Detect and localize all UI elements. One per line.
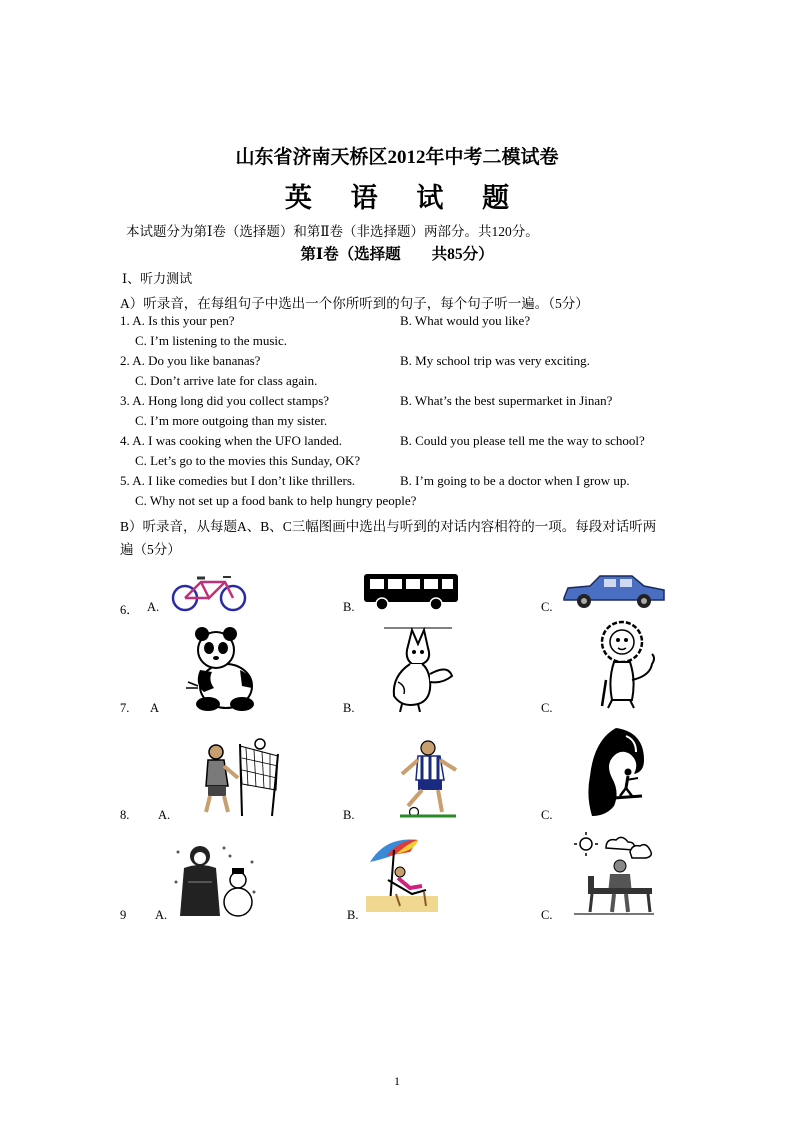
q2-option-b: B. My school trip was very exciting. bbox=[400, 353, 590, 368]
q3-option-b: B. What’s the best supermarket in Jinan? bbox=[400, 393, 613, 408]
bicycle-icon bbox=[167, 574, 251, 612]
q4-option-c: C. Let’s go to the movies this Sunday, OK? bbox=[135, 453, 361, 468]
fox-icon bbox=[382, 624, 454, 712]
q7-label-c: C. bbox=[541, 701, 553, 715]
q3-option-c: C. I’m more outgoing than my sister. bbox=[135, 413, 328, 428]
part-a-instruction: A）听录音，在每组句子中选出一个你所听到的句子，每个句子听一遍。（5分） bbox=[120, 296, 589, 311]
exam-subject: 英 语 试 题 bbox=[284, 183, 526, 213]
beach-umbrella-icon bbox=[366, 836, 438, 912]
q8-label-c: C. bbox=[541, 808, 553, 822]
car-icon bbox=[560, 570, 668, 612]
q2-option-c: C. Don’t arrive late for class again. bbox=[135, 373, 318, 388]
q7-label-b: B. bbox=[343, 701, 355, 715]
snowman-icon bbox=[174, 842, 258, 920]
page-number: 1 bbox=[394, 1074, 400, 1088]
part-b-instruction-line1: B）听录音，从每题A、B、C三幅图画中选出与听到的对话内容相符的一项。每段对话听两 bbox=[120, 519, 657, 534]
q2-option-a: 2. A. Do you like bananas? bbox=[120, 353, 261, 368]
surfer-icon bbox=[586, 726, 648, 818]
q4-option-a: 4. A. I was cooking when the UFO landed. bbox=[120, 433, 343, 448]
lion-icon bbox=[590, 620, 660, 710]
q1-option-b: B. What would you like? bbox=[400, 313, 531, 328]
q6-label-c: C. bbox=[541, 600, 553, 614]
q3-option-a: 3. A. Hong long did you collect stamps? bbox=[120, 393, 330, 408]
exam-title: 山东省济南天桥区2012年中考二模试卷 bbox=[235, 147, 559, 168]
q9-number: 9 bbox=[120, 908, 127, 922]
q1-option-c: C. I’m listening to the music. bbox=[135, 333, 288, 348]
q9-label-b: B. bbox=[347, 908, 359, 922]
q6-label-a: A. bbox=[147, 600, 160, 614]
q6-label-b: B. bbox=[343, 600, 355, 614]
q1-option-a: 1. A. Is this your pen? bbox=[120, 313, 235, 328]
q7-label-a: A bbox=[150, 701, 160, 715]
weather-bench-icon bbox=[574, 832, 654, 918]
part-b-instruction-line2: 遍（5分） bbox=[120, 542, 181, 557]
q7-number: 7. bbox=[120, 701, 130, 715]
q5-option-a: 5. A. I like comedies but I don’t like thrillers. bbox=[120, 473, 356, 488]
q9-label-c: C. bbox=[541, 908, 553, 922]
q8-label-a: A. bbox=[158, 808, 171, 822]
q4-option-b: B. Could you please tell me the way to school? bbox=[400, 433, 645, 448]
bus-icon bbox=[362, 572, 460, 612]
q8-label-b: B. bbox=[343, 808, 355, 822]
part-one-heading: 第Ⅰ卷（选择题 共85分） bbox=[300, 246, 494, 263]
section-listening-title: Ⅰ、听力测试 bbox=[122, 271, 193, 286]
q5-option-c: C. Why not set up a food bank to help hungry people? bbox=[135, 493, 417, 508]
exam-intro: 本试题分为第Ⅰ卷（选择题）和第Ⅱ卷（非选择题）两部分。共120分。 bbox=[126, 224, 539, 239]
q8-number: 8. bbox=[120, 808, 130, 822]
q5-option-b: B. I’m going to be a doctor when I grow up. bbox=[400, 473, 630, 488]
q9-label-a: A. bbox=[155, 908, 168, 922]
panda-icon bbox=[180, 626, 262, 712]
volleyball-player-icon bbox=[198, 738, 284, 818]
q6-number: 6． bbox=[120, 603, 139, 617]
soccer-player-icon bbox=[392, 740, 464, 818]
